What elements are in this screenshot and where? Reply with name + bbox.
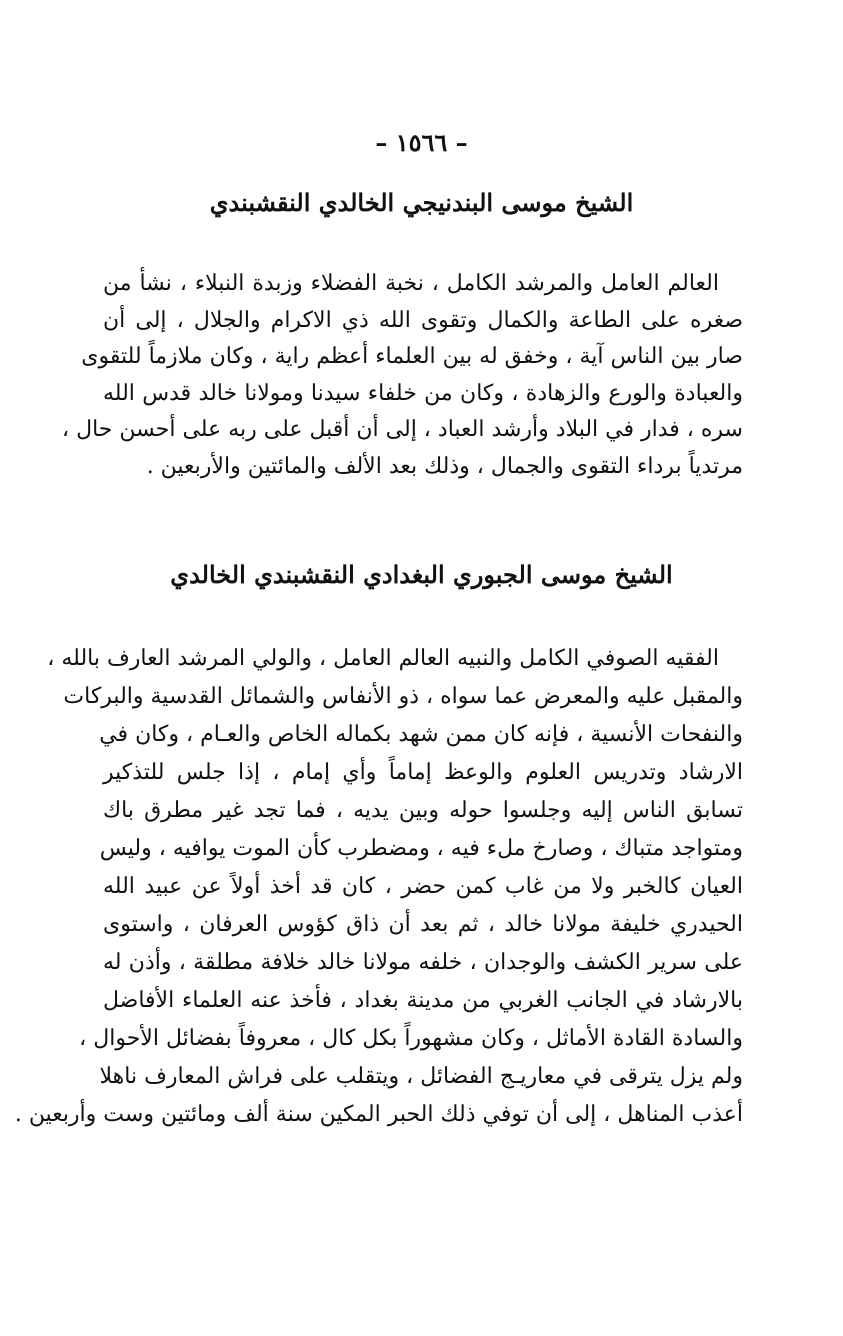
text-line: ولم يزل يترقى في معاريـج الفضائل ، ويتقلب على فراش المعارف ناهلا (99, 1064, 743, 1089)
page-number: – ١٥٦٦ – (375, 128, 468, 157)
text-line: العالم العامل والمرشد الكامل ، نخبة الفضلاء وزبدة النبلاء ، نشأ من (103, 271, 719, 296)
text-line: صار بين الناس آية ، وخفق له بين العلماء أعظم راية ، وكان ملازماً للتقوى (81, 344, 743, 369)
text-line: سره ، فدار في البلاد وأرشد العباد ، إلى أن أقبل على ربه على أحسن حال ، (62, 417, 743, 442)
text-line: بالارشاد في الجانب الغربي من مدينة بغداد ، فأخذ عنه العلماء الأفاضل (103, 988, 743, 1013)
text-line: والنفحات الأنسية ، فإنه كان ممن شهد بكماله الخاص والعـام ، وكان في (99, 722, 743, 747)
text-line: مرتدياً برداء التقوى والجمال ، وذلك بعد الألف والمائتين والأربعين . (146, 453, 743, 479)
biography-paragraph-musa-bandaniji (62, 266, 743, 485)
text-line: صغره على الطاعة والكمال وتقوى الله ذي الاكرام والجلال ، إلى أن (103, 307, 743, 333)
text-line: والمقبل عليه والمعرض عما سواه ، ذو الأنفاس والشمائل القدسية والبركات (63, 684, 743, 709)
section-heading-musa-jubouri: الشيخ موسى الجبوري البغدادي النقشبندي الخالدي (170, 560, 673, 589)
biography-paragraph-musa-jubouri (14, 640, 743, 1134)
text-line: الحيدري خليفة مولانا خالد ، ثم بعد أن ذاق كؤوس العرفان ، واستوى (103, 912, 743, 937)
text-line: ومتواجد متباك ، وصارخ ملء فيه ، ومضطرب كأن الموت يوافيه ، وليس (99, 836, 743, 861)
text-line: والسادة القادة الأماثل ، وكان مشهوراً بكل كال ، معروفاً بفضائل الأحوال ، (79, 1026, 743, 1051)
text-line: تسابق الناس إليه وجلسوا حوله وبين يديه ، فما تجد غير مطرق باك (103, 798, 743, 823)
section-heading-musa-bandaniji: الشيخ موسى البندنيجي الخالدي النقشبندي (209, 188, 634, 217)
text-line: والعبادة والورع والزهادة ، وكان من خلفاء سيدنا ومولانا خالد قدس الله (103, 380, 743, 406)
text-line: العيان كالخبر ولا من غاب كمن حضر ، كان قد أخذ أولاً عن عبيد الله (103, 874, 743, 899)
text-line: الارشاد وتدريس العلوم والوعظ إماماً وأي إمام ، إذا جلس للتذكير (103, 760, 743, 785)
text-line: الفقيه الصوفي الكامل والنبيه العالم العامل ، والولي المرشد العارف بالله ، (47, 646, 719, 671)
text-line: أعذب المناهل ، إلى أن توفي ذلك الحبر المكين سنة ألف ومائتين وست وأربعين . (14, 1102, 743, 1127)
text-line: على سرير الكشف والوجدان ، خلفه مولانا خالد خلافة مطلقة ، وأذن له (103, 950, 743, 975)
